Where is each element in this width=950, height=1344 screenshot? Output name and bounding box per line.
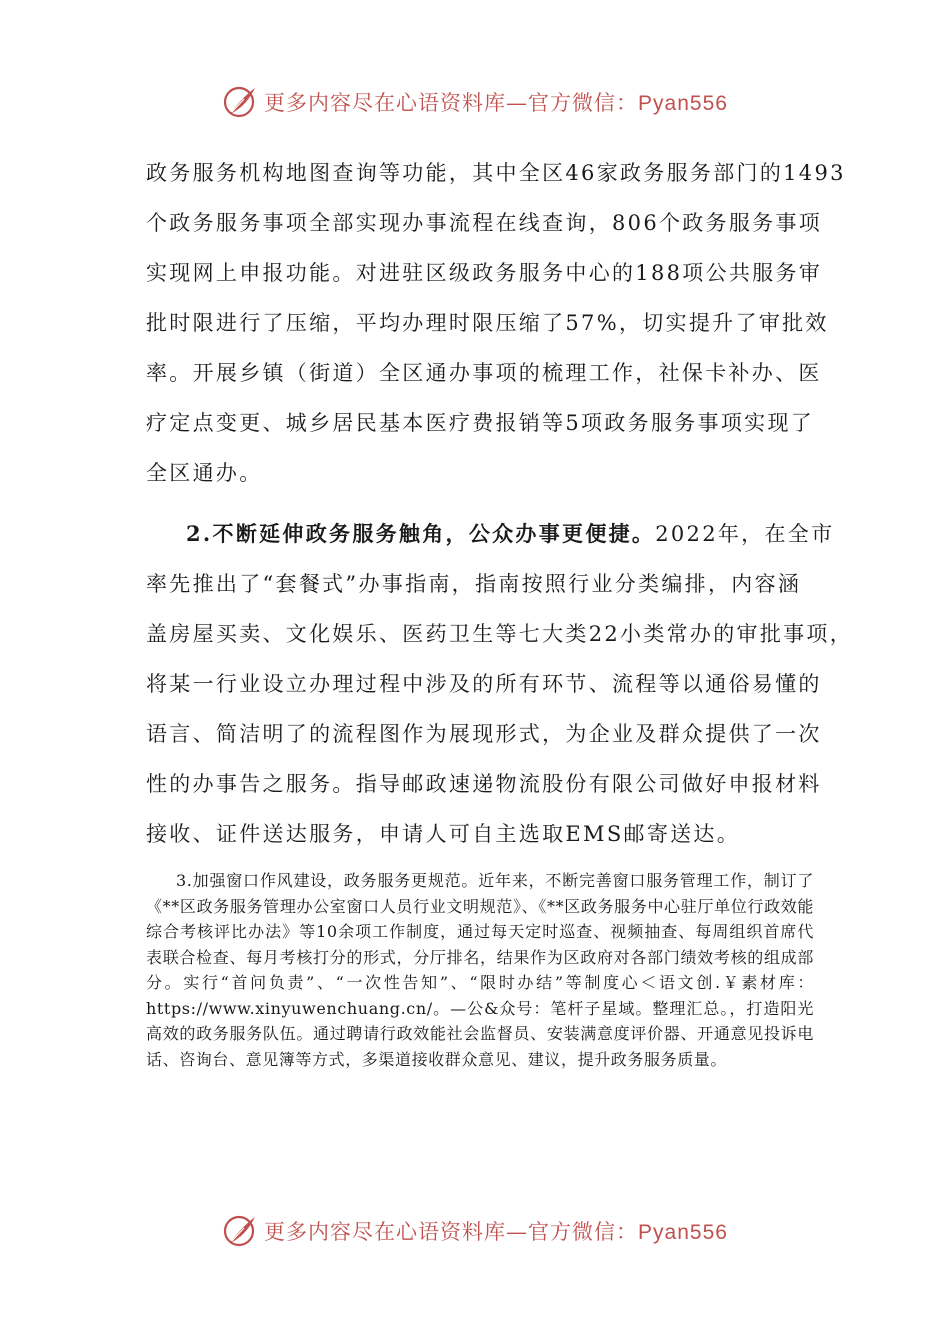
quill-pen-logo-icon (222, 1213, 258, 1249)
banner-text (264, 1216, 728, 1246)
banner-label: 更多内容尽在心语资料库—官方微信： (264, 91, 639, 115)
paragraph-2-line: 率先推出了“套餐式”办事指南，指南按照行业分类编排，内容涵 (146, 572, 802, 596)
footer-banner (0, 1209, 950, 1253)
section-heading: 2.不断延伸政务服务触角，公众办事更便捷。 (186, 521, 656, 546)
banner-text (264, 87, 728, 117)
banner-wechat-id: Pyan556 (638, 1221, 728, 1244)
paragraph-3: 3.加强窗口作风建设，政务服务更规范。近年来，不断完善窗口服务管理工作，制订了《**区政务服务管理办公室窗口人员行业文明规范》、《**区政务服务中心驻厅单位行政效能综合考核评比办法》等10余项工作制度，通过每天定时巡查、视频抽查、每周组织首席代表联合检查、每月考核打分的形式，分厅排名，结果作为区政府对各部门绩效考核的组成部分。实行“首问负责”、“一次性告知”、“限时办结”等制度心＜语文创.￥素材库：https://www.xinyuwenchuang.cn/。—公&众号：笔杆子星域。整理汇总。，打造阳光高效的政务服务队伍。通过聘请行政效能社会监督员、安装满意度评价器、开通意见投诉电话、咨询台、意见簿等方式，多渠道接收群众意见、建议，提升政务服务质量。 (146, 871, 814, 1069)
banner-label: 更多内容尽在心语资料库—官方微信： (264, 1220, 639, 1244)
paragraph-1-line: 全区通办。 (146, 461, 263, 485)
paragraph-2-first-line (146, 509, 835, 559)
quill-pen-logo-icon (222, 84, 258, 120)
paragraph-2-line: 将某一行业设立办理过程中涉及的所有环节、流程等以通俗易懂的 (146, 672, 822, 696)
paragraph-1-line: 率。开展乡镇（街道）全区通办事项的梳理工作，社保卡补办、医 (146, 361, 822, 385)
banner-wechat-id: Pyan556 (638, 92, 728, 115)
paragraph-2 (146, 509, 854, 859)
paragraph-1-line: 批时限进行了压缩，平均办理时限压缩了57%，切实提升了审批效 (146, 311, 829, 335)
header-banner (0, 80, 950, 124)
paragraph-2-line: 语言、简洁明了的流程图作为展现形式，为企业及群众提供了一次 (146, 722, 822, 746)
paragraph-2-line: 性的办事告之服务。指导邮政速递物流股份有限公司做好申报材料 (146, 772, 822, 796)
paragraph-1-line: 实现网上申报功能。对进驻区级政务服务中心的188项公共服务审 (146, 261, 823, 285)
paragraph-1 (146, 148, 846, 498)
paragraph-2-line: 盖房屋买卖、文化娱乐、医药卫生等七大类22小类常办的审批事项， (146, 622, 854, 646)
paragraph-2-line: 接收、证件送达服务，申请人可自主选取EMS邮寄送达。 (146, 822, 741, 846)
paragraph-1-line: 个政务服务事项全部实现办事流程在线查询，806个政务服务事项 (146, 211, 823, 235)
paragraph-1-line: 疗定点变更、城乡居民基本医疗费报销等5项政务服务事项实现了 (146, 411, 815, 435)
paragraph-2-first-line-rest: 2022年，在全市 (655, 522, 835, 546)
paragraph-1-line: 政务服务机构地图查询等功能，其中全区46家政务服务部门的1493 (146, 161, 846, 185)
